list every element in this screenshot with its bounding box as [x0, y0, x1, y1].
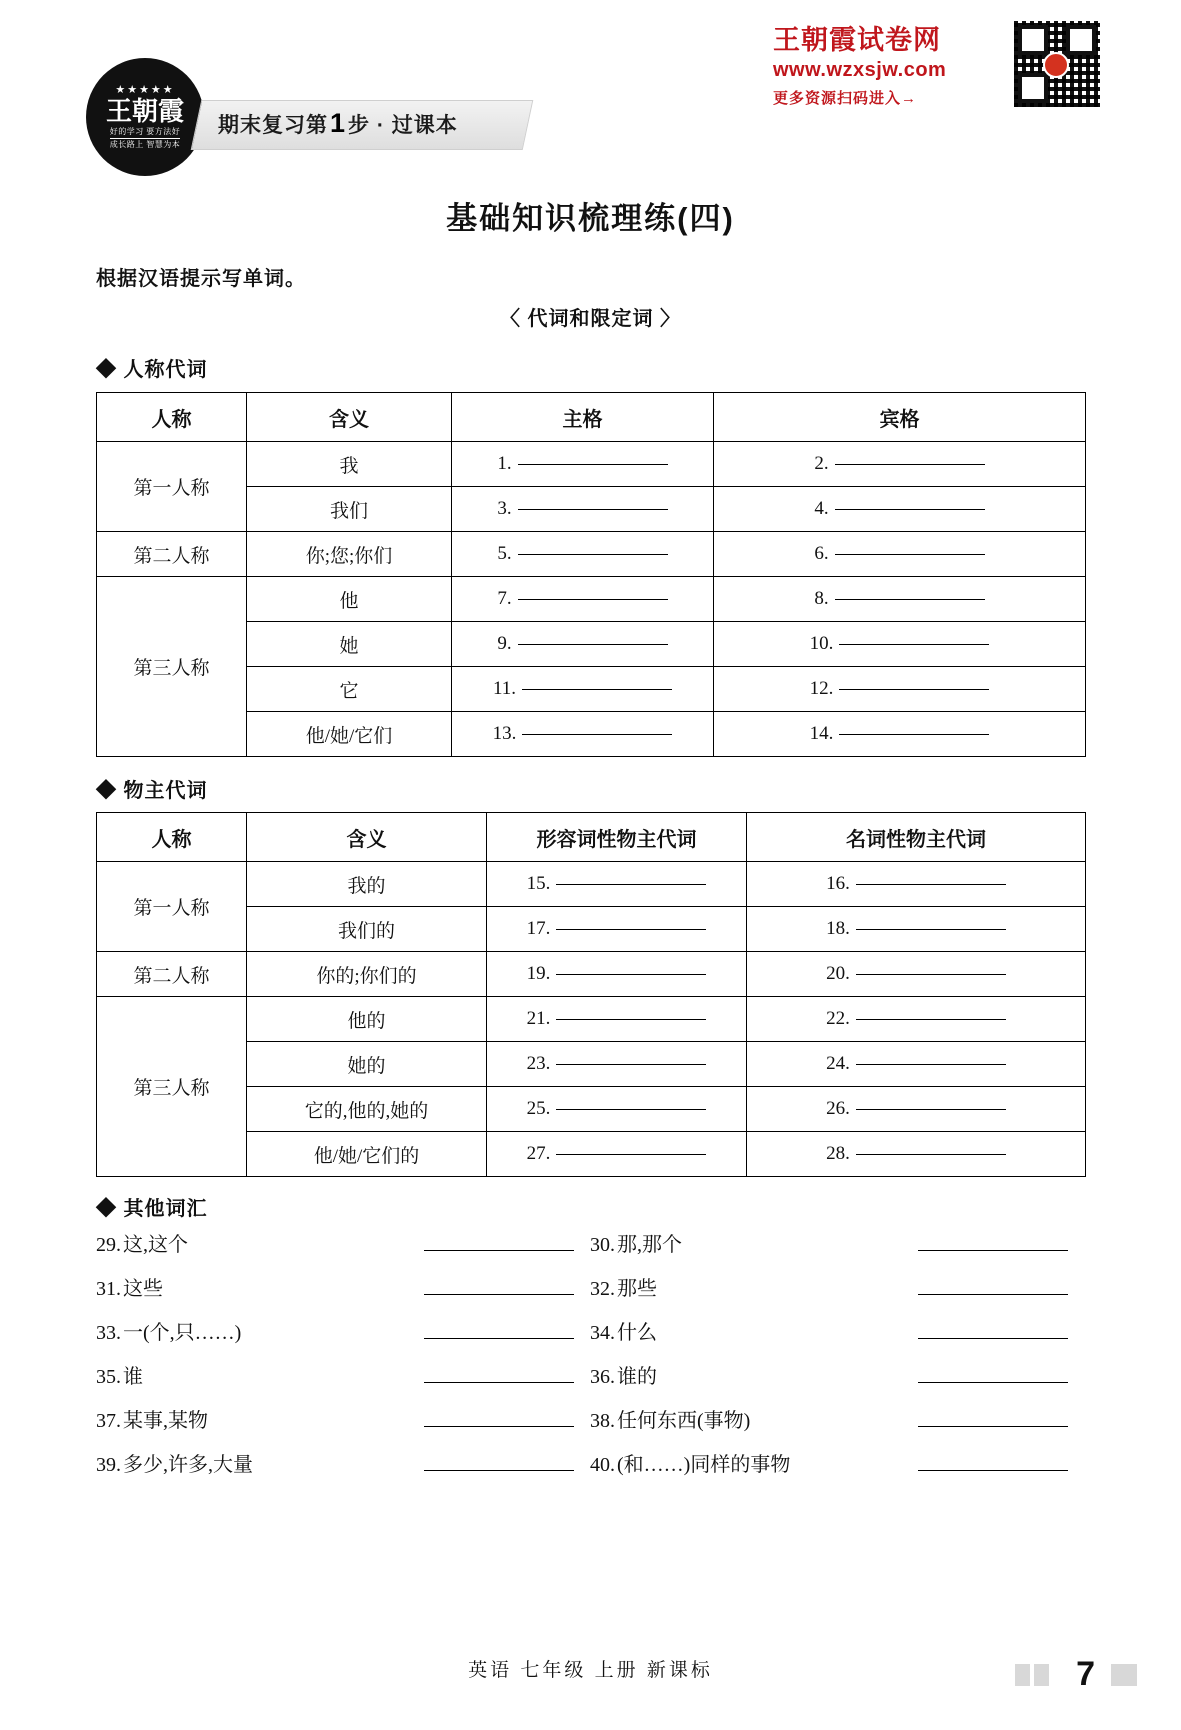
answer-number: 26.: [826, 1098, 850, 1119]
answer-number: 13.: [492, 723, 517, 744]
answer-number: 27.: [526, 1143, 551, 1164]
item-text: 谁的: [617, 1366, 657, 1388]
answer-number: 14.: [809, 723, 834, 744]
write-line[interactable]: [839, 733, 989, 735]
item-text: 任何东西(事物): [617, 1410, 751, 1432]
write-line[interactable]: [518, 553, 668, 555]
answer-number: 7.: [497, 588, 512, 609]
answer-number: 25.: [526, 1098, 551, 1119]
write-line[interactable]: [918, 1470, 1068, 1471]
qr-badge-icon: [1043, 52, 1069, 78]
write-line[interactable]: [424, 1250, 574, 1251]
list-item[interactable]: [590, 1360, 1084, 1389]
answer-number: 21.: [526, 1008, 551, 1029]
answer-blank-cell[interactable]: [487, 862, 747, 907]
list-item[interactable]: [96, 1404, 590, 1433]
answer-blank-cell[interactable]: [452, 487, 714, 532]
write-line[interactable]: [556, 973, 706, 975]
write-line[interactable]: [424, 1426, 574, 1427]
subtitle-text: 〈 代词和限定词 〉: [499, 308, 682, 330]
write-line[interactable]: [522, 733, 672, 735]
ribbon-suffix: 步 · 过课本: [348, 114, 458, 137]
possessive-pronoun-table: [96, 812, 1086, 1177]
col-nominal-possessive: 名词性物主代词: [747, 813, 1086, 862]
answer-blank-cell[interactable]: [487, 952, 747, 997]
meaning-cell: 它的,他的,她的: [247, 1087, 487, 1132]
answer-blank-cell[interactable]: [452, 577, 714, 622]
section-heading-personal-pronouns: ◆ 人称代词: [96, 359, 208, 381]
answer-number: 9.: [497, 633, 512, 654]
ribbon-step-number: 1: [330, 108, 347, 138]
site-title: 王朝霞试卷网: [773, 25, 941, 55]
answer-number: 18.: [826, 918, 850, 939]
answer-blank-cell[interactable]: [487, 1087, 747, 1132]
list-item[interactable]: [96, 1316, 590, 1345]
page-decoration-left: [1015, 1664, 1049, 1686]
answer-blank-cell[interactable]: [747, 997, 1086, 1042]
page-title: 基础知识梳理练(四): [446, 201, 735, 236]
table-row: [97, 952, 1086, 997]
meaning-cell: 他: [247, 577, 452, 622]
col-meaning: 含义: [247, 393, 452, 442]
item-text: 多少,许多,大量: [123, 1454, 253, 1476]
write-line[interactable]: [518, 643, 668, 645]
item-text: 什么: [617, 1322, 657, 1344]
write-line[interactable]: [856, 1018, 1006, 1020]
answer-blank-cell[interactable]: [714, 532, 1086, 577]
item-number: 38.: [590, 1410, 615, 1432]
person-cell: 第三人称: [97, 577, 247, 757]
item-number: 39.: [96, 1454, 121, 1476]
answer-blank-cell[interactable]: [714, 577, 1086, 622]
col-subject: 主格: [452, 393, 714, 442]
meaning-cell: 我的: [247, 862, 487, 907]
meaning-cell: 我们的: [247, 907, 487, 952]
write-line[interactable]: [518, 598, 668, 600]
logo-name: 王朝霞: [105, 96, 184, 126]
list-item[interactable]: [96, 1228, 590, 1257]
col-object: 宾格: [714, 393, 1086, 442]
answer-number: 3.: [497, 498, 512, 519]
table-row: [97, 577, 1086, 622]
item-text: 那些: [617, 1278, 657, 1300]
answer-blank-cell[interactable]: [747, 1087, 1086, 1132]
header-ribbon-text: [218, 108, 458, 139]
meaning-cell: 我: [247, 442, 452, 487]
personal-pronoun-table: [96, 392, 1086, 757]
answer-number: 8.: [814, 588, 829, 609]
write-line[interactable]: [856, 1063, 1006, 1065]
write-line[interactable]: [424, 1382, 574, 1383]
col-person: 人称: [97, 813, 247, 862]
list-row: [96, 1448, 1085, 1477]
meaning-cell: 我们: [247, 487, 452, 532]
answer-number: 10.: [809, 633, 834, 654]
meaning-cell: 你的;你们的: [247, 952, 487, 997]
meaning-cell: 他的: [247, 997, 487, 1042]
answer-number: 6.: [814, 543, 829, 564]
write-line[interactable]: [918, 1250, 1068, 1251]
answer-blank-cell[interactable]: [487, 1042, 747, 1087]
answer-blank-cell[interactable]: [747, 1042, 1086, 1087]
write-line[interactable]: [856, 928, 1006, 930]
write-line[interactable]: [556, 883, 706, 885]
list-row: [96, 1228, 1085, 1257]
answer-number: 15.: [526, 873, 551, 894]
write-line[interactable]: [556, 1153, 706, 1155]
answer-number: 1.: [497, 453, 512, 474]
answer-number: 28.: [826, 1143, 850, 1164]
answer-blank-cell[interactable]: [714, 487, 1086, 532]
write-line[interactable]: [856, 1108, 1006, 1110]
write-line[interactable]: [835, 553, 985, 555]
item-number: 34.: [590, 1322, 615, 1344]
write-line[interactable]: [556, 928, 706, 930]
item-text: 这些: [123, 1278, 163, 1300]
answer-blank-cell[interactable]: [714, 622, 1086, 667]
logo-sub2: 成长路上 智慧为本: [109, 140, 181, 150]
meaning-cell: 它: [247, 667, 452, 712]
answer-number: 12.: [809, 678, 834, 699]
write-line[interactable]: [839, 643, 989, 645]
list-row: [96, 1272, 1085, 1301]
list-item[interactable]: [96, 1272, 590, 1301]
table-row: [97, 532, 1086, 577]
answer-number: 17.: [526, 918, 551, 939]
table-header-row: [97, 813, 1086, 862]
page-number: 7: [1076, 1655, 1095, 1693]
qr-finder-icon: [1018, 73, 1048, 103]
meaning-cell: 他/她/它们的: [247, 1132, 487, 1177]
col-person: 人称: [97, 393, 247, 442]
item-number: 35.: [96, 1366, 121, 1388]
table-row: [97, 997, 1086, 1042]
answer-blank-cell[interactable]: [747, 862, 1086, 907]
write-line[interactable]: [522, 688, 672, 690]
list-item[interactable]: [590, 1448, 1084, 1477]
answer-blank-cell[interactable]: [452, 442, 714, 487]
answer-number: 24.: [826, 1053, 850, 1074]
page-decoration-right: [1111, 1664, 1137, 1686]
answer-blank-cell[interactable]: [452, 622, 714, 667]
table-row: [97, 442, 1086, 487]
answer-blank-cell[interactable]: [452, 532, 714, 577]
section-heading-possessive-pronouns: ◆ 物主代词: [96, 780, 208, 802]
item-text: 谁: [123, 1366, 143, 1388]
answer-blank-cell[interactable]: [747, 1132, 1086, 1177]
list-item[interactable]: [590, 1228, 1084, 1257]
write-line[interactable]: [424, 1338, 574, 1339]
answer-number: 23.: [526, 1053, 551, 1074]
write-line[interactable]: [918, 1294, 1068, 1295]
item-number: 29.: [96, 1234, 121, 1256]
write-line[interactable]: [424, 1470, 574, 1471]
write-line[interactable]: [856, 883, 1006, 885]
item-text: 一(个,只……): [123, 1322, 242, 1344]
person-cell: 第三人称: [97, 997, 247, 1177]
answer-number: 5.: [497, 543, 512, 564]
answer-blank-cell[interactable]: [487, 907, 747, 952]
list-item[interactable]: [96, 1448, 590, 1477]
item-number: 32.: [590, 1278, 615, 1300]
item-number: 33.: [96, 1322, 121, 1344]
item-text: 那,那个: [617, 1234, 682, 1256]
answer-blank-cell[interactable]: [747, 952, 1086, 997]
list-item[interactable]: [590, 1316, 1084, 1345]
person-cell: 第一人称: [97, 442, 247, 532]
list-item[interactable]: [96, 1360, 590, 1389]
answer-number: 2.: [814, 453, 829, 474]
answer-number: 4.: [814, 498, 829, 519]
meaning-cell: 你;您;你们: [247, 532, 452, 577]
answer-blank-cell[interactable]: [747, 907, 1086, 952]
answer-blank-cell[interactable]: [714, 442, 1086, 487]
write-line[interactable]: [918, 1426, 1068, 1427]
table-row: [97, 862, 1086, 907]
write-line[interactable]: [424, 1294, 574, 1295]
answer-number: 16.: [826, 873, 850, 894]
answer-number: 11.: [492, 678, 517, 699]
list-row: [96, 1316, 1085, 1345]
site-more-text: 更多资源扫码进入→: [773, 90, 918, 107]
write-line[interactable]: [835, 598, 985, 600]
item-text: 这,这个: [123, 1234, 188, 1256]
list-item[interactable]: [590, 1404, 1084, 1433]
logo-stars: ★★★★★: [115, 83, 175, 96]
answer-blank-cell[interactable]: [452, 712, 714, 757]
answer-blank-cell[interactable]: [487, 1132, 747, 1177]
meaning-cell: 她的: [247, 1042, 487, 1087]
person-cell: 第二人称: [97, 532, 247, 577]
answer-blank-cell[interactable]: [452, 667, 714, 712]
write-line[interactable]: [918, 1338, 1068, 1339]
item-number: 31.: [96, 1278, 121, 1300]
section-heading-other-vocab: ◆ 其他词汇: [96, 1198, 208, 1220]
footer-text: 英语 七年级 上册 新课标: [468, 1660, 713, 1681]
item-number: 40.: [590, 1454, 615, 1476]
write-line[interactable]: [856, 973, 1006, 975]
answer-number: 20.: [826, 963, 850, 984]
write-line[interactable]: [518, 463, 668, 465]
write-line[interactable]: [835, 508, 985, 510]
item-text: (和……)同样的事物: [617, 1454, 791, 1476]
logo-sub: 好的学习 要方法好: [109, 126, 181, 136]
meaning-cell: 他/她/它们: [247, 712, 452, 757]
col-adjective-possessive: 形容词性物主代词: [487, 813, 747, 862]
list-row: [96, 1404, 1085, 1433]
publisher-logo: [86, 58, 204, 176]
write-line[interactable]: [556, 1108, 706, 1110]
write-line[interactable]: [839, 688, 989, 690]
write-line[interactable]: [556, 1063, 706, 1065]
item-number: 37.: [96, 1410, 121, 1432]
answer-blank-cell[interactable]: [714, 712, 1086, 757]
write-line[interactable]: [918, 1382, 1068, 1383]
list-row: [96, 1360, 1085, 1389]
item-text: 某事,某物: [123, 1410, 208, 1432]
answer-number: 22.: [826, 1008, 850, 1029]
write-line[interactable]: [556, 1018, 706, 1020]
other-vocab-list: [96, 1228, 1085, 1492]
person-cell: 第一人称: [97, 862, 247, 952]
table-header-row: [97, 393, 1086, 442]
meaning-cell: 她: [247, 622, 452, 667]
person-cell: 第二人称: [97, 952, 247, 997]
answer-number: 19.: [526, 963, 551, 984]
write-line[interactable]: [835, 463, 985, 465]
write-line[interactable]: [856, 1153, 1006, 1155]
list-item[interactable]: [590, 1272, 1084, 1301]
answer-blank-cell[interactable]: [487, 997, 747, 1042]
write-line[interactable]: [518, 508, 668, 510]
col-meaning: 含义: [247, 813, 487, 862]
instruction-text: 根据汉语提示写单词。: [96, 268, 306, 290]
item-number: 30.: [590, 1234, 615, 1256]
answer-blank-cell[interactable]: [714, 667, 1086, 712]
item-number: 36.: [590, 1366, 615, 1388]
site-url: www.wzxsjw.com: [773, 59, 947, 81]
ribbon-prefix: 期末复习第: [218, 114, 328, 137]
